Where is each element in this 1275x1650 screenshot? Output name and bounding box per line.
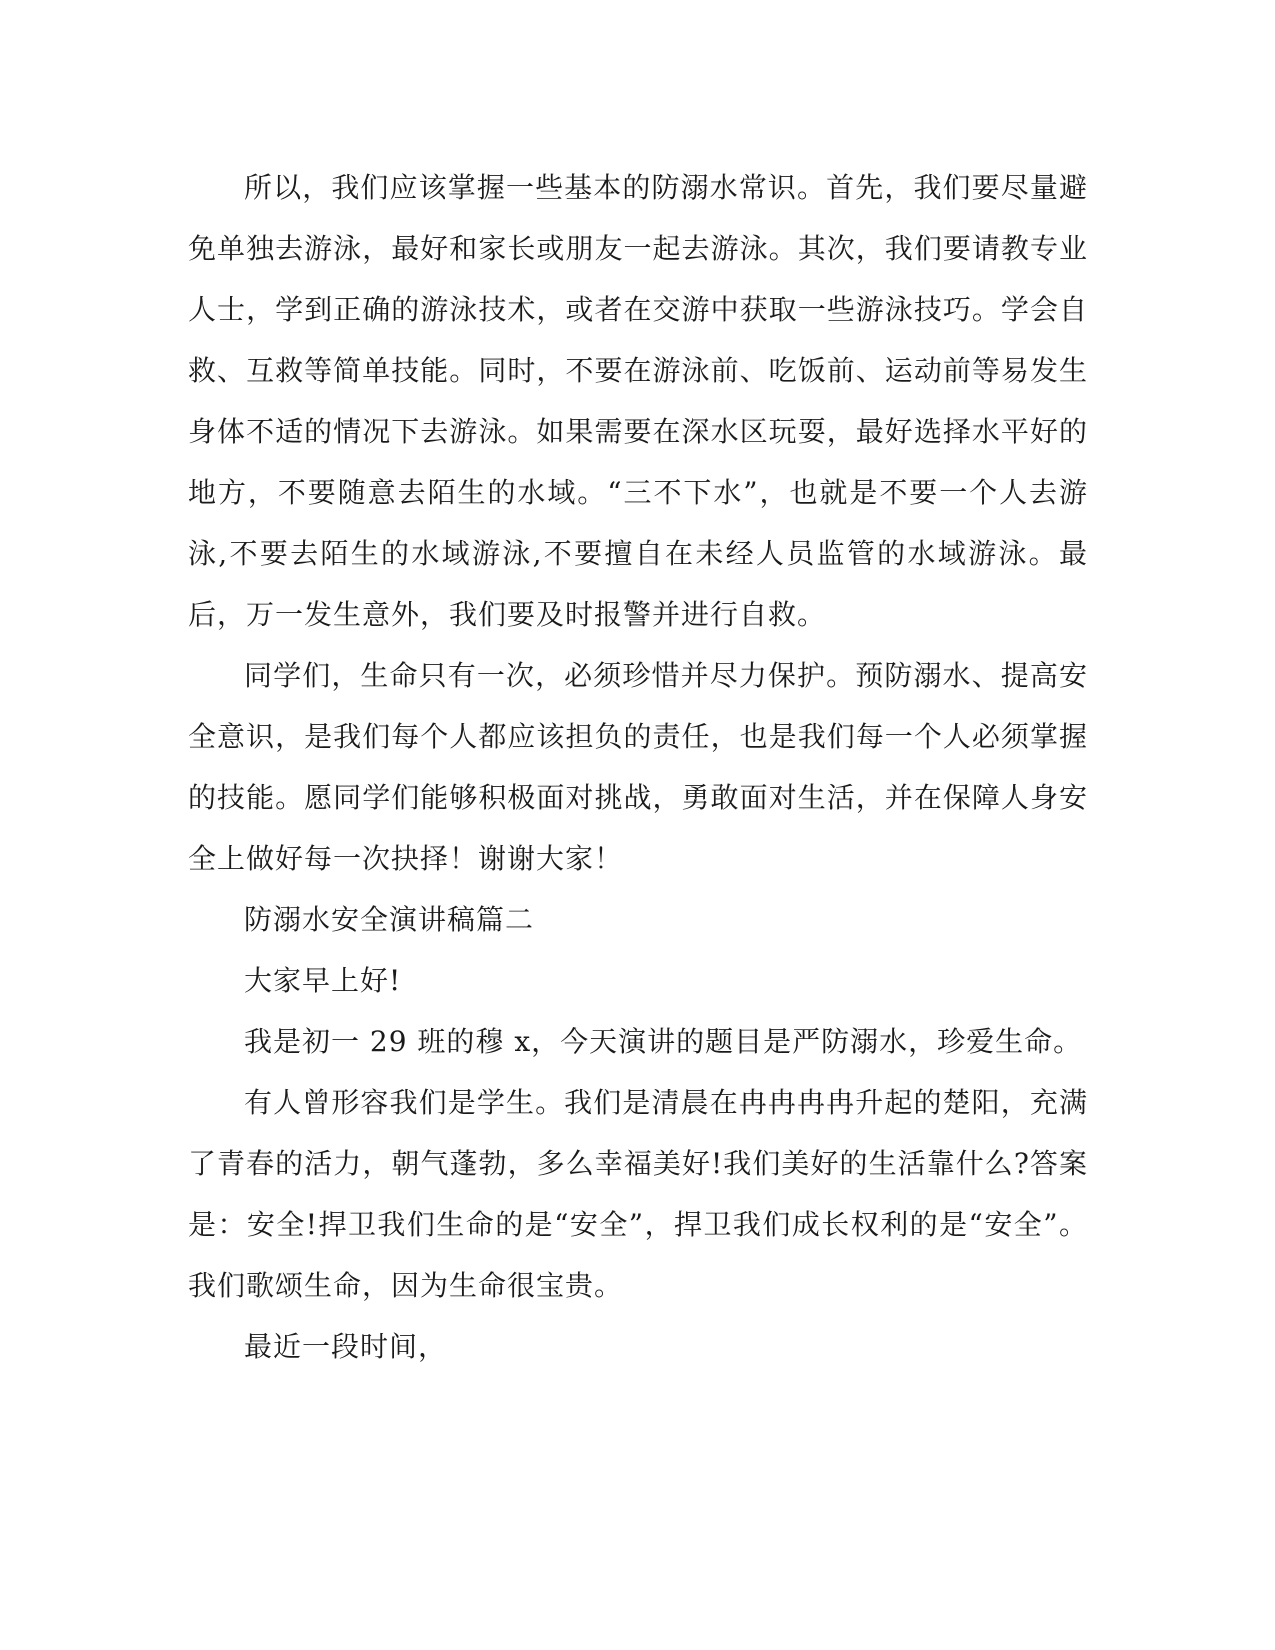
- paragraph-closing: 同学们，生命只有一次，必须珍惜并尽力保护。预防溺水、提高安全意识，是我们每个人都应该担负的责任，也是我们每一个人必须掌握的技能。愿同学们能够积极面对挑战，勇敢面对生活，并在保障人身安全上做好每一次抉择！谢谢大家！: [188, 659, 1088, 875]
- paragraph-drowning-tips: 所以，我们应该掌握一些基本的防溺水常识。首先，我们要尽量避免单独去游泳，最好和家长或朋友一起去游泳。其次，我们要请教专业人士，学到正确的游泳技术，或者在交游中获取一些游泳技巧。学会自救、互救等简单技能。同时，不要在游泳前、吃饭前、运动前等易发生身体不适的情况下去游泳。如果需要在深水区玩耍，最好选择水平好的地方，不要随意去陌生的水域。“三不下水”，也就是不要一个人去游泳,不要去陌生的水域游泳,不要擅自在未经人员监管的水域游泳。最后，万一发生意外，我们要及时报警并进行自救。: [188, 171, 1088, 631]
- paragraph-greeting: 大家早上好!: [244, 964, 402, 997]
- document-body: [188, 157, 1088, 1377]
- paragraph-students-description: 有人曾形容我们是学生。我们是清晨在冉冉冉冉升起的楚阳，充满了青春的活力，朝气蓬勃，多么幸福美好!我们美好的生活靠什么?答案是：安全!捍卫我们生命的是“安全”，捍卫我们成长权利的是“安全”。我们歌颂生命，因为生命很宝贵。: [188, 1086, 1088, 1302]
- paragraph-recently: 最近一段时间，: [244, 1330, 448, 1363]
- paragraph-introduction: 我是初一 29 班的穆 x，今天演讲的题目是严防溺水，珍爱生命。: [244, 1025, 1083, 1058]
- section-heading: 防溺水安全演讲稿篇二: [244, 903, 535, 936]
